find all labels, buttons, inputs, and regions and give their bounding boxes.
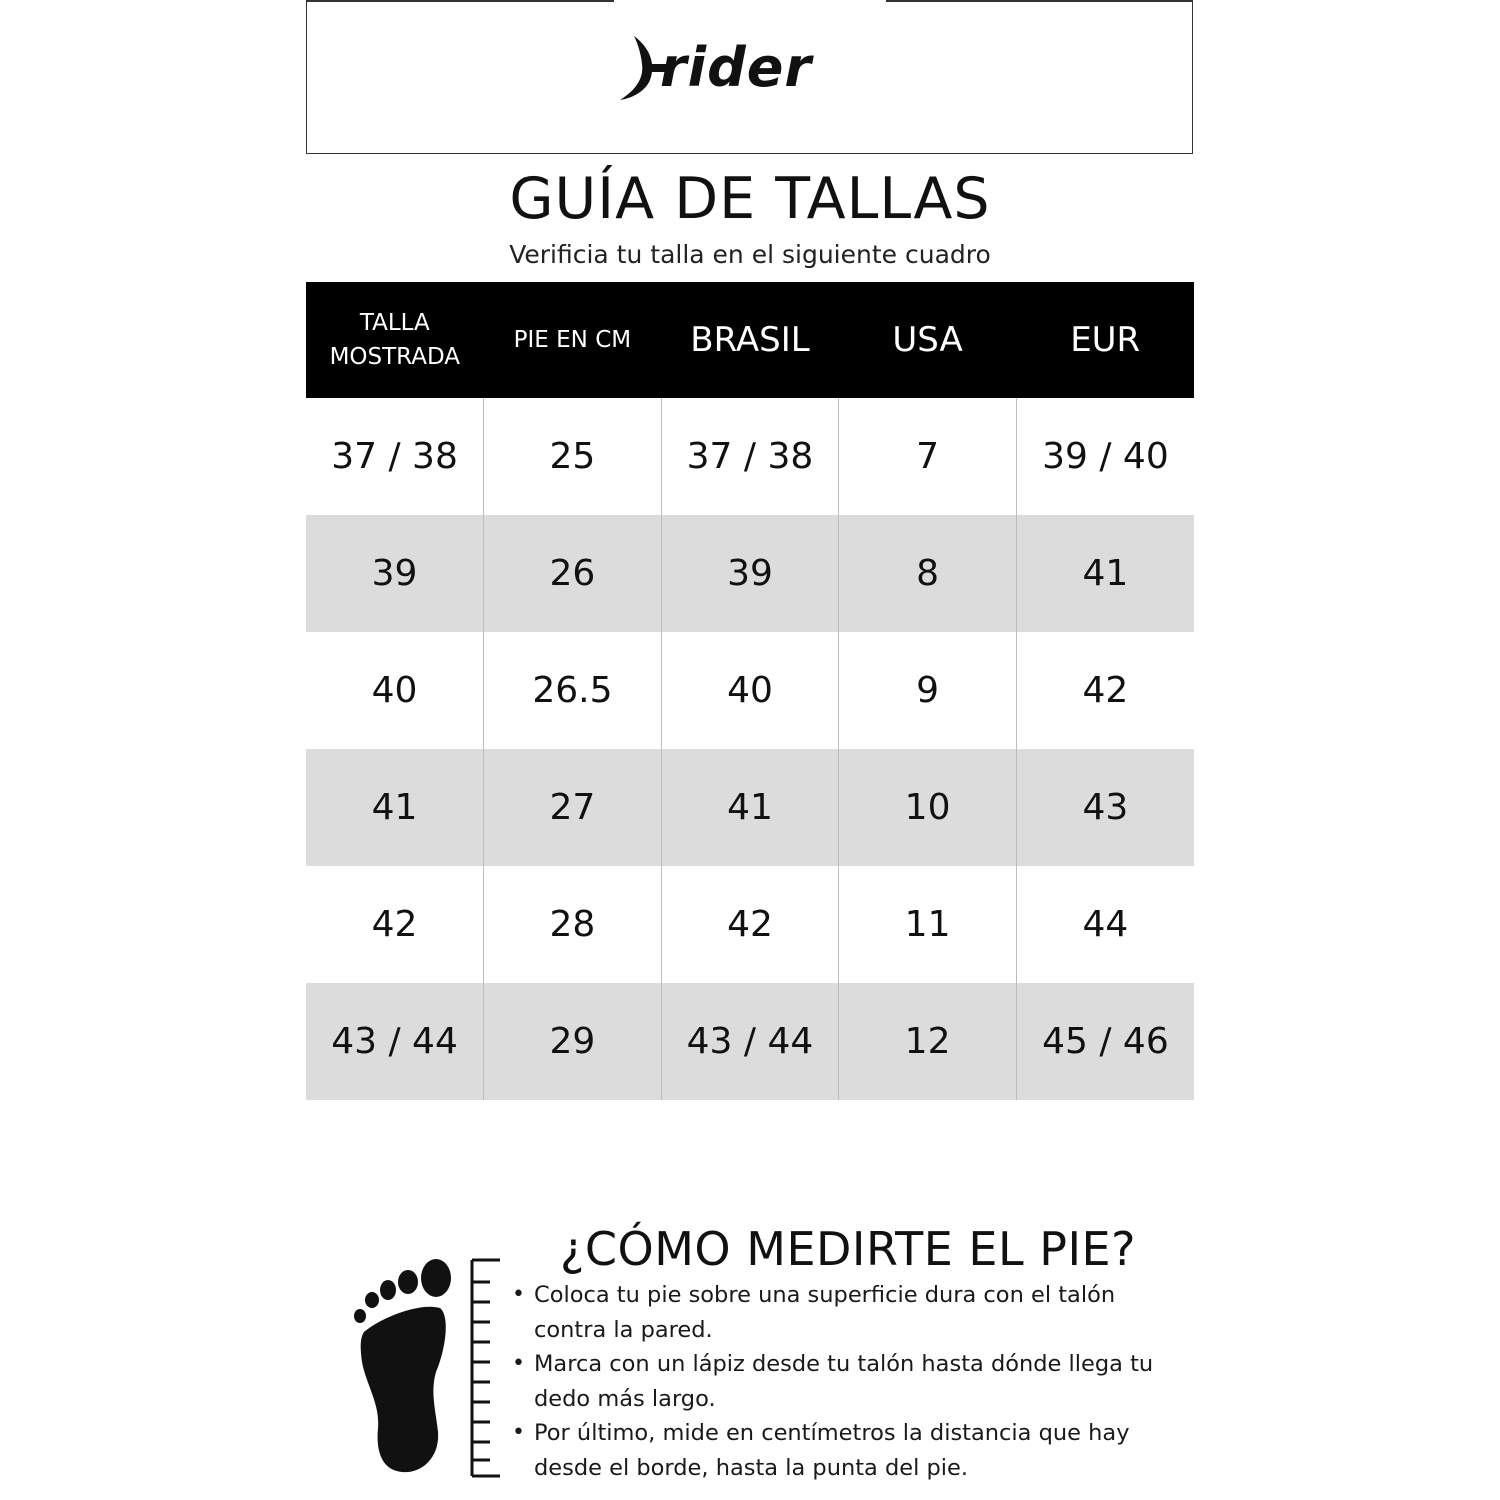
logo-frame	[306, 0, 1193, 154]
table-row	[306, 749, 1194, 866]
instructions-list	[512, 1278, 1192, 1485]
table-cell: 43 / 44	[306, 983, 484, 1100]
ruler-icon	[472, 1260, 500, 1476]
table-cell: 42	[661, 866, 839, 983]
brand-wordmark: rider	[660, 36, 813, 99]
table-row	[306, 515, 1194, 632]
table-cell: 27	[484, 749, 662, 866]
table-cell: 41	[1016, 515, 1194, 632]
size-table	[306, 282, 1194, 1100]
column-header-usa: USA	[839, 282, 1017, 398]
table-cell: 40	[306, 632, 484, 749]
table-cell: 37 / 38	[661, 398, 839, 515]
table-cell: 39	[661, 515, 839, 632]
page-subtitle: Verificia tu talla en el siguiente cuadro	[509, 240, 991, 269]
table-cell: 7	[839, 398, 1017, 515]
table-cell: 29	[484, 983, 662, 1100]
table-cell: 37 / 38	[306, 398, 484, 515]
table-cell: 43 / 44	[661, 983, 839, 1100]
instruction-step: • Por último, mide en centímetros la distancia que hay desde el borde, hasta la punta del pie.	[512, 1416, 1192, 1485]
table-cell: 28	[484, 866, 662, 983]
table-cell: 26	[484, 515, 662, 632]
table-cell: 12	[839, 983, 1017, 1100]
column-header-brasil: BRASIL	[661, 282, 839, 398]
table-cell: 39	[306, 515, 484, 632]
table-cell: 41	[661, 749, 839, 866]
table-row	[306, 632, 1194, 749]
rider-logo	[612, 34, 892, 106]
table-row	[306, 983, 1194, 1100]
footprint-icon	[350, 1252, 510, 1482]
table-row	[306, 398, 1194, 515]
column-header-pie-cm: PIE EN CM	[484, 282, 662, 398]
table-cell: 42	[1016, 632, 1194, 749]
table-cell: 8	[839, 515, 1017, 632]
table-cell: 43	[1016, 749, 1194, 866]
table-row	[306, 866, 1194, 983]
instruction-step: • Coloca tu pie sobre una superficie dura con el talón contra la pared.	[512, 1278, 1192, 1347]
table-cell: 9	[839, 632, 1017, 749]
column-header-eur: EUR	[1016, 282, 1194, 398]
table-cell: 10	[839, 749, 1017, 866]
table-cell: 11	[839, 866, 1017, 983]
table-cell: 41	[306, 749, 484, 866]
table-cell: 42	[306, 866, 484, 983]
table-cell: 39 / 40	[1016, 398, 1194, 515]
table-cell: 26.5	[484, 632, 662, 749]
page-title: GUÍA DE TALLAS	[509, 166, 991, 232]
column-header-talla: TALLA MOSTRADA	[306, 282, 484, 398]
table-cell: 40	[661, 632, 839, 749]
how-to-title: ¿CÓMO MEDIRTE EL PIE?	[560, 1222, 1136, 1276]
instruction-step: • Marca con un lápiz desde tu talón hasta dónde llega tu dedo más largo.	[512, 1347, 1192, 1416]
table-cell: 25	[484, 398, 662, 515]
table-header-row	[306, 282, 1194, 398]
table-cell: 45 / 46	[1016, 983, 1194, 1100]
table-cell: 44	[1016, 866, 1194, 983]
